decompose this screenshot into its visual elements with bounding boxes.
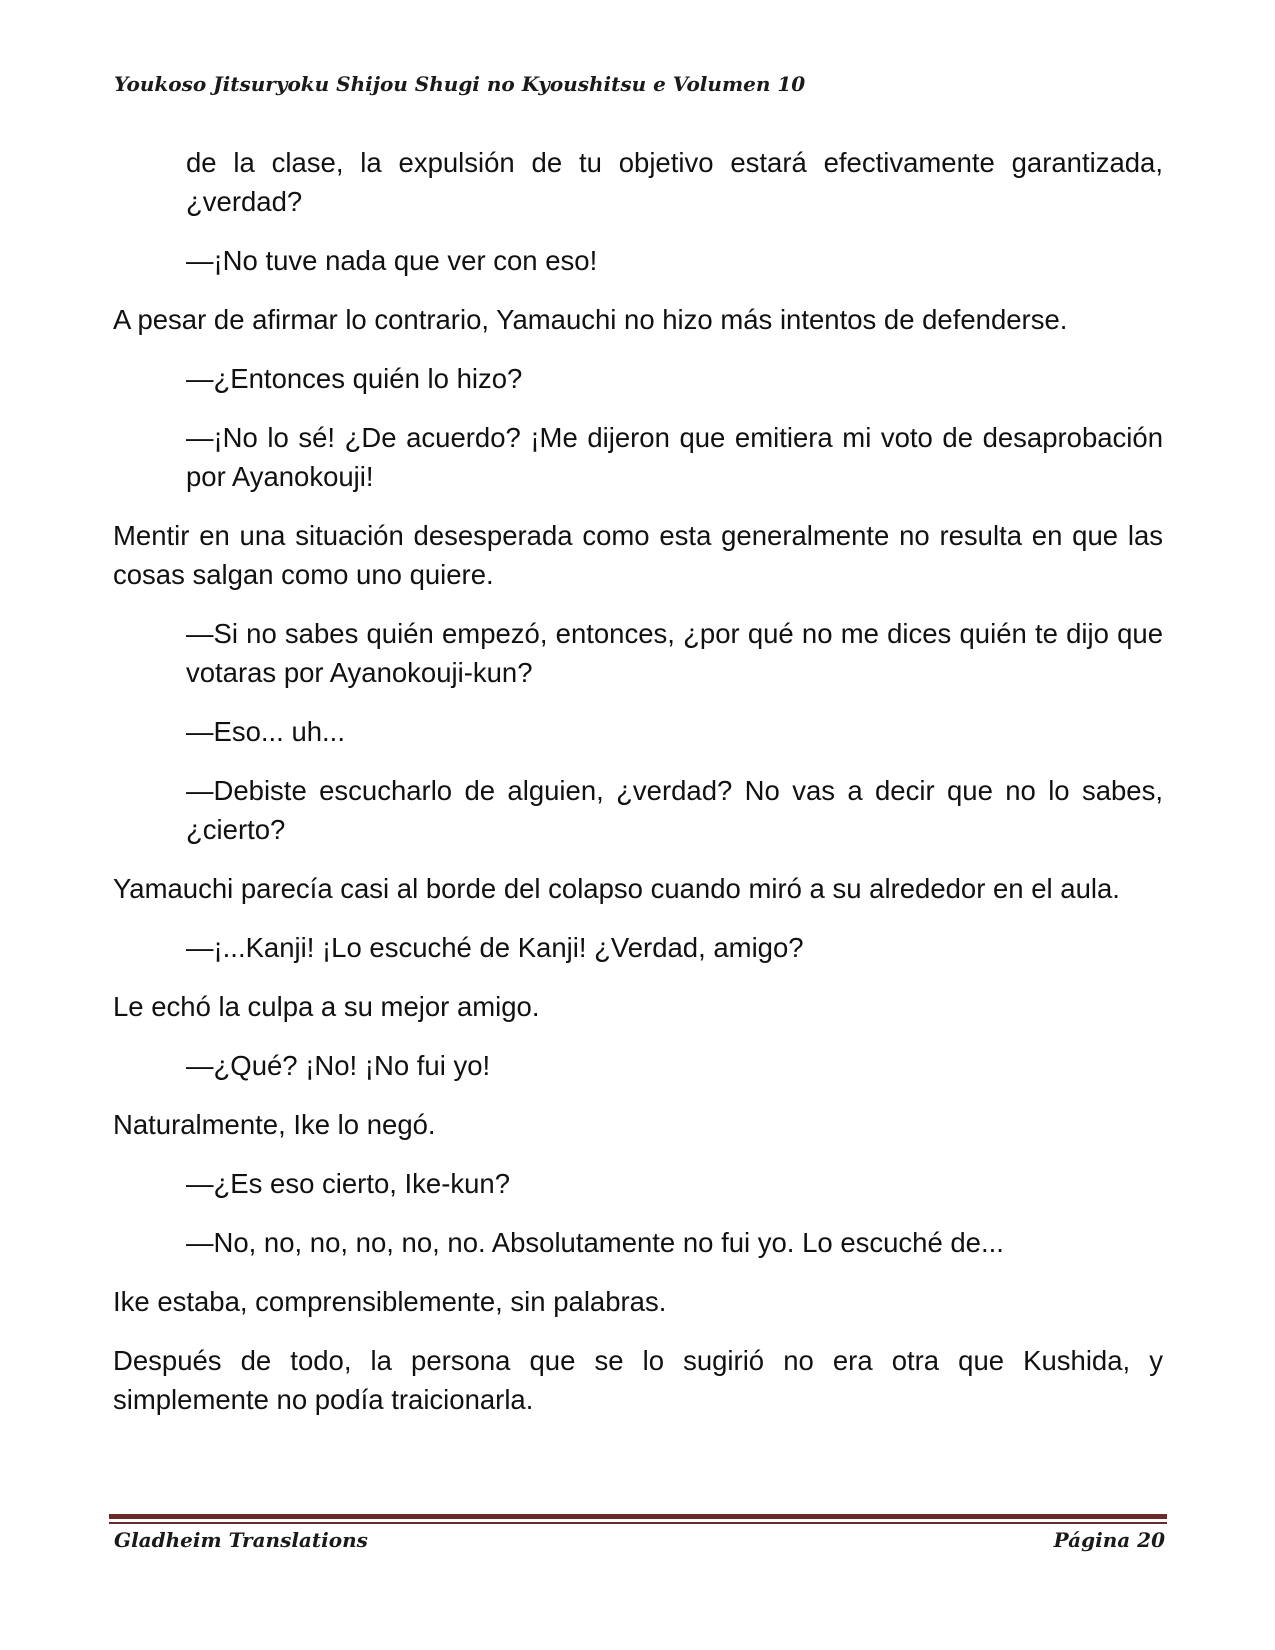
dialogue-line: —¿Es eso cierto, Ike-kun?	[186, 1168, 511, 1199]
footer-divider-thin	[109, 1522, 1167, 1524]
narration-paragraph: Naturalmente, Ike lo negó.	[113, 1109, 436, 1140]
dialogue-line: —Debiste escucharlo de alguien, ¿verdad? No vas a decir que no lo sabes, ¿cierto?	[186, 775, 1163, 845]
page-header-title: Youkoso Jitsuryoku Shijou Shugi no Kyoushitsu e Volumen 10	[114, 72, 806, 96]
page-body	[113, 143, 1163, 1439]
footer-divider-thick	[109, 1514, 1167, 1519]
dialogue-line: de la clase, la expulsión de tu objetivo estará efectivamente garantizada, ¿verdad?	[186, 147, 1163, 217]
dialogue-line: —¡No lo sé! ¿De acuerdo? ¡Me dijeron que emitiera mi voto de desaprobación por Ayanokouji!	[186, 422, 1163, 492]
dialogue-line: —¿Entonces quién lo hizo?	[186, 363, 523, 394]
narration-paragraph: A pesar de afirmar lo contrario, Yamauchi no hizo más intentos de defenderse.	[113, 304, 1068, 335]
dialogue-line: —¿Qué? ¡No! ¡No fui yo!	[186, 1050, 491, 1081]
narration-paragraph: Mentir en una situación desesperada como esta generalmente no resulta en que las cosas salgan como uno quiere.	[113, 520, 1163, 590]
dialogue-line: —No, no, no, no, no, no. Absolutamente no fui yo. Lo escuché de...	[186, 1227, 1004, 1258]
narration-paragraph: Yamauchi parecía casi al borde del colapso cuando miró a su alrededor en el aula.	[113, 873, 1120, 904]
footer-page-number: Página 20	[1053, 1528, 1165, 1552]
footer-translator-credit: Gladheim Translations	[114, 1528, 368, 1552]
dialogue-line: —¡...Kanji! ¡Lo escuché de Kanji! ¿Verdad, amigo?	[186, 932, 804, 963]
narration-paragraph: Después de todo, la persona que se lo sugirió no era otra que Kushida, y simplemente no podía traicionarla.	[113, 1345, 1163, 1415]
dialogue-line: —¡No tuve nada que ver con eso!	[186, 245, 598, 276]
dialogue-line: —Eso... uh...	[186, 716, 345, 747]
narration-paragraph: Le echó la culpa a su mejor amigo.	[113, 991, 540, 1022]
narration-paragraph: Ike estaba, comprensiblemente, sin palabras.	[113, 1286, 667, 1317]
dialogue-line: —Si no sabes quién empezó, entonces, ¿por qué no me dices quién te dijo que votaras por Ayanokouji-kun?	[186, 618, 1163, 688]
